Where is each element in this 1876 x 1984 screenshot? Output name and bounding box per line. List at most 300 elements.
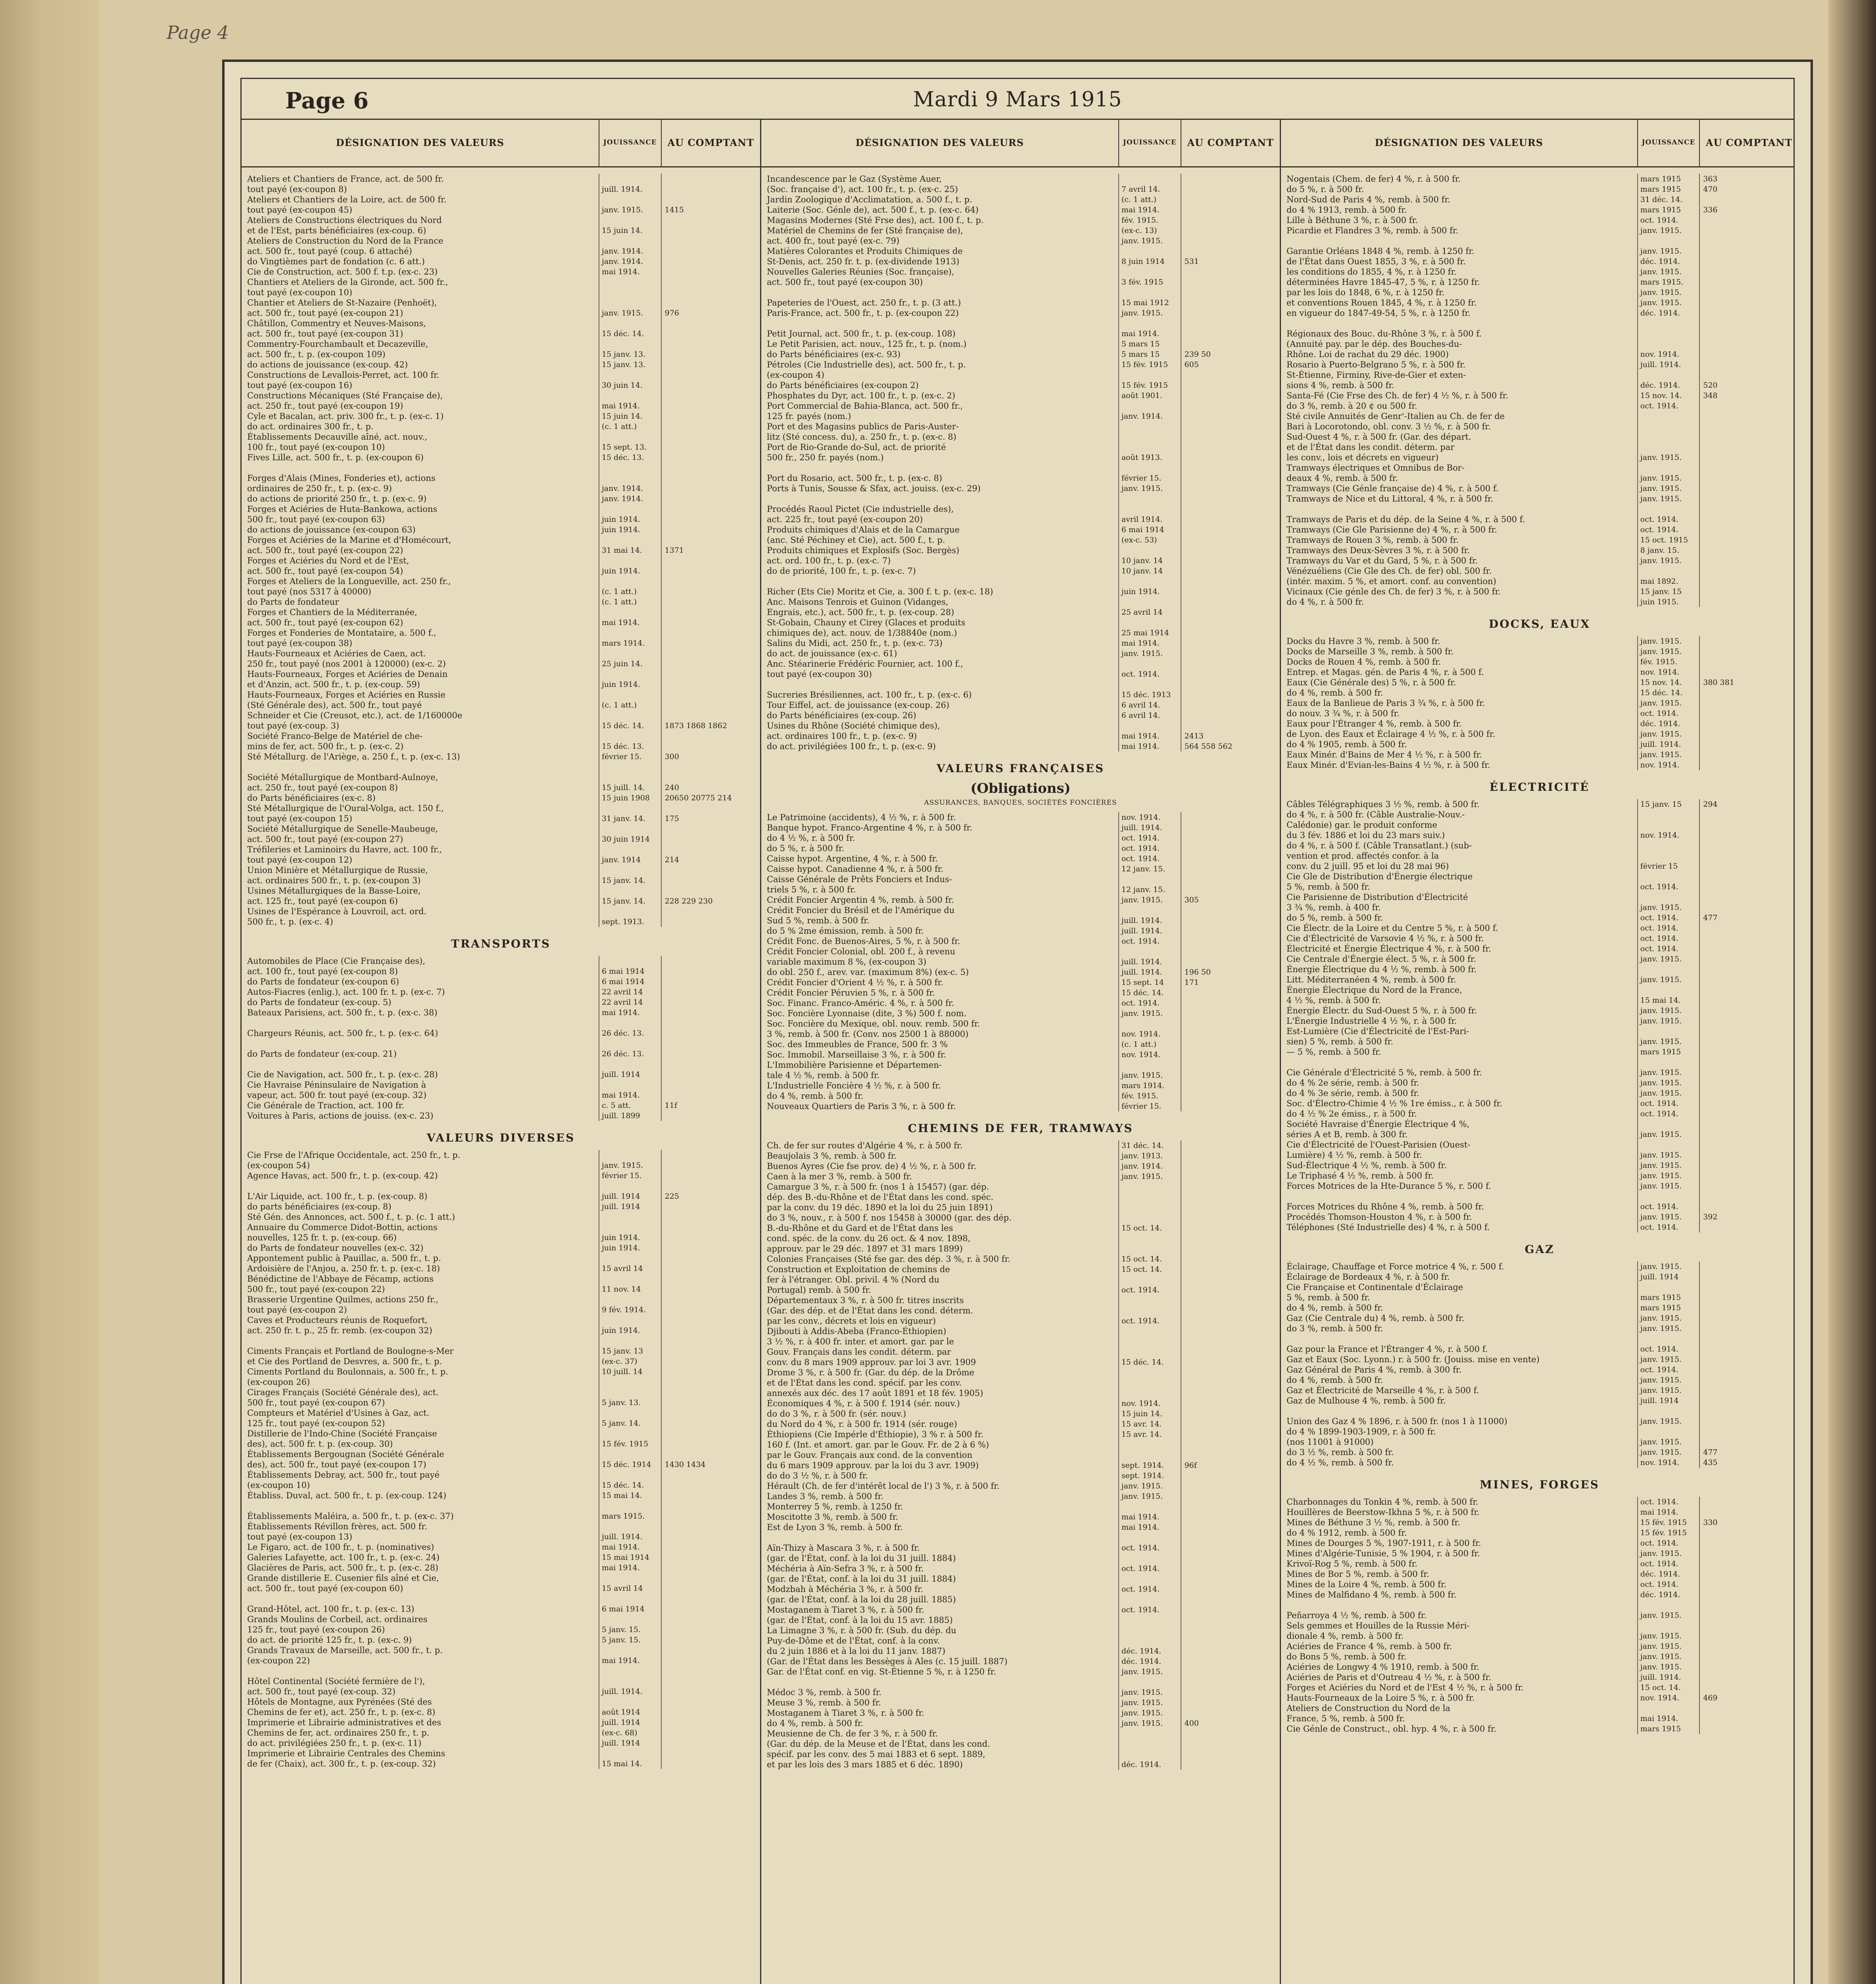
jouissance-date bbox=[1119, 1440, 1181, 1450]
cash-price bbox=[662, 997, 760, 1007]
listing-row bbox=[761, 308, 1280, 318]
security-designation: Produits chimiques d'Alais et de la Camargue bbox=[761, 525, 1119, 535]
jouissance-date: juin 1914. bbox=[1119, 586, 1181, 597]
listing-row bbox=[242, 1635, 760, 1645]
jouissance-date: oct. 1914. bbox=[1638, 1109, 1700, 1119]
cash-price bbox=[1181, 1295, 1280, 1305]
security-designation: act. 125 fr., tout payé (ex-coupon 6) bbox=[242, 896, 599, 906]
security-designation: Cyle et Bacalan, act. priv. 300 fr., t. p. (ex-c. 1) bbox=[242, 411, 599, 421]
jouissance-date bbox=[1119, 946, 1181, 957]
security-designation: Cie Générale de Traction, act. 100 fr. bbox=[242, 1100, 599, 1111]
jouissance-date: sept. 1914. bbox=[1119, 1471, 1181, 1481]
cash-price bbox=[1181, 854, 1280, 864]
security-designation: — 5 %, remb. à 500 fr. bbox=[1281, 1047, 1638, 1057]
security-designation: Tréfileries et Laminoirs du Havre, act. 100 fr., bbox=[242, 844, 599, 855]
cash-price bbox=[1181, 1605, 1280, 1615]
jouissance-date: 15 avr. 14. bbox=[1119, 1429, 1181, 1440]
cash-price bbox=[662, 966, 760, 977]
cash-price bbox=[1700, 1150, 1795, 1160]
cash-price bbox=[662, 1759, 760, 1769]
jouissance-date bbox=[1638, 1191, 1700, 1202]
cash-price: 239 50 bbox=[1184, 350, 1211, 359]
listing-row bbox=[242, 267, 760, 277]
jouissance-date: janv. 1915. bbox=[599, 308, 662, 318]
jouissance-date: janv. 1915. bbox=[1638, 225, 1700, 236]
security-designation: Grands Travaux de Marseille, act. 500 fr., t. p. bbox=[242, 1645, 599, 1655]
cash-price bbox=[1181, 812, 1280, 823]
listing-row bbox=[1281, 708, 1795, 719]
jouissance-date: 10 juill. 14 bbox=[599, 1367, 662, 1377]
security-designation: Mines de Malfidano 4 %, remb. à 500 fr. bbox=[1281, 1590, 1638, 1600]
cash-price bbox=[1700, 1129, 1795, 1140]
security-designation: (gar. de l'État, conf. à la loi du 31 juill. 1884) bbox=[761, 1574, 1119, 1584]
listing-row bbox=[761, 556, 1280, 566]
cash-price bbox=[1700, 882, 1795, 892]
listing-row bbox=[242, 225, 760, 236]
cash-price bbox=[1700, 1323, 1795, 1334]
cash-price bbox=[1700, 1497, 1795, 1507]
cash-price bbox=[1700, 1528, 1795, 1538]
listing-row bbox=[1281, 525, 1795, 535]
jouissance-date bbox=[599, 824, 662, 834]
listing-row bbox=[761, 1070, 1280, 1080]
listing-row bbox=[242, 380, 760, 390]
cash-price bbox=[1181, 1491, 1280, 1501]
cash-price bbox=[1700, 1160, 1795, 1171]
listing-row bbox=[761, 1615, 1280, 1625]
cash-price bbox=[662, 1408, 760, 1418]
cash-price bbox=[662, 1325, 760, 1336]
listing-row bbox=[242, 628, 760, 638]
cash-price bbox=[662, 1542, 760, 1552]
cash-price bbox=[662, 638, 760, 648]
listing-row bbox=[761, 843, 1280, 854]
security-designation: des), act. 500 fr., tout payé (ex-coupon 17) bbox=[242, 1459, 599, 1470]
cash-price bbox=[1181, 411, 1280, 421]
jouissance-date: 6 mai 1914 bbox=[599, 966, 662, 977]
security-designation bbox=[1281, 318, 1638, 329]
listing-row bbox=[242, 679, 760, 690]
cash-price bbox=[1181, 421, 1280, 432]
listing-row bbox=[1281, 370, 1795, 380]
security-designation: act. 500 fr., tout payé (ex-coupon 22) bbox=[242, 545, 599, 556]
jouissance-date: février 15. bbox=[599, 752, 662, 762]
listing-row bbox=[1281, 1538, 1795, 1548]
cash-price bbox=[1700, 760, 1795, 770]
listing-row bbox=[761, 1305, 1280, 1316]
cash-price bbox=[1700, 809, 1795, 820]
listing-row bbox=[1281, 840, 1795, 851]
jouissance-date: oct. 1914. bbox=[1638, 215, 1700, 225]
security-designation: St-Denis, act. 250 fr. t. p. (ex-dividende 1913) bbox=[761, 256, 1119, 267]
cash-price bbox=[1700, 923, 1795, 933]
jouissance-date bbox=[599, 1614, 662, 1624]
listing-row bbox=[242, 1090, 760, 1100]
cash-price bbox=[662, 1387, 760, 1398]
listing-row bbox=[761, 1254, 1280, 1264]
security-designation: act. ord. 100 fr., t. p. (ex-c. 7) bbox=[761, 556, 1119, 566]
jouissance-date bbox=[599, 1080, 662, 1090]
cash-price bbox=[662, 617, 760, 628]
security-designation: Constructions de Levallois-Perret, act. 100 fr. bbox=[242, 370, 599, 380]
security-designation: Camargue 3 %, r. à 500 fr. (nos 1 à 15457) (gar. dép. bbox=[761, 1182, 1119, 1192]
listing-row bbox=[1281, 923, 1795, 933]
cash-price bbox=[1700, 1119, 1795, 1129]
jouissance-date: 22 avril 14 bbox=[599, 997, 662, 1007]
listing-row bbox=[1281, 442, 1795, 452]
jouissance-date bbox=[1638, 1406, 1700, 1416]
listing-row bbox=[761, 1605, 1280, 1615]
jouissance-date bbox=[1638, 892, 1700, 902]
listing-row bbox=[761, 1667, 1280, 1677]
header-jouissance: JOUISSANCE bbox=[599, 119, 662, 166]
listing-row bbox=[761, 1295, 1280, 1305]
jouissance-date: janv. 1915. bbox=[1119, 1008, 1181, 1019]
cash-price bbox=[1181, 1244, 1280, 1254]
security-designation: Bari à Locorotondo, obl. conv. 3 ½ %, r. à 500 fr. bbox=[1281, 421, 1638, 432]
security-designation: Lille à Béthune 3 %, r. à 500 fr. bbox=[1281, 215, 1638, 225]
jouissance-date bbox=[1119, 1305, 1181, 1316]
section-spacer bbox=[761, 167, 1280, 174]
jouissance-date bbox=[1119, 1019, 1181, 1029]
cash-price bbox=[1700, 1651, 1795, 1662]
listing-row bbox=[761, 1429, 1280, 1440]
jouissance-date: nov. 1914. bbox=[1119, 1029, 1181, 1039]
security-designation: Automobiles de Place (Cie Française des), bbox=[242, 956, 599, 966]
listing-row bbox=[242, 1717, 760, 1728]
security-designation: Mines de Bor 5 %, remb. à 500 fr. bbox=[1281, 1569, 1638, 1579]
security-designation bbox=[1281, 1191, 1638, 1202]
listing-row bbox=[242, 1191, 760, 1202]
cash-price: 1873 1868 1862 bbox=[664, 721, 727, 730]
security-designation: Ports à Tunis, Sousse & Sfax, act. jouiss. (ex-c. 29) bbox=[761, 483, 1119, 494]
security-designation: 3 ½ %, r. à 400 fr. inter. et amort. gar. par le bbox=[761, 1336, 1119, 1347]
jouissance-date bbox=[1119, 287, 1181, 298]
security-designation: Aciéries de Longwy 4 % 1910, remb. à 500 fr. bbox=[1281, 1662, 1638, 1672]
security-designation: des), act. 500 fr. t. p. (ex-coup. 30) bbox=[242, 1439, 599, 1449]
cash-price bbox=[1181, 710, 1280, 721]
cash-price bbox=[1700, 1724, 1795, 1734]
security-designation: do 4 ½ %, remb. à 500 fr. bbox=[1281, 1457, 1638, 1468]
listing-row bbox=[761, 1460, 1280, 1471]
listing-row bbox=[242, 597, 760, 607]
security-designation: Hauts-Fourneaux de la Loire 5 %, r. à 500 fr. bbox=[1281, 1693, 1638, 1703]
listing-row bbox=[1281, 1292, 1795, 1303]
jouissance-date: 15 déc. 14. bbox=[599, 329, 662, 339]
security-designation: Caisse hypot. Canadienne 4 %, r. à 500 fr. bbox=[761, 864, 1119, 874]
security-designation: L'Énergie Industrielle 4 ½ %, r. à 500 fr. bbox=[1281, 1016, 1638, 1026]
cash-price bbox=[662, 824, 760, 834]
cash-price bbox=[662, 287, 760, 298]
cash-price bbox=[1181, 1501, 1280, 1512]
cash-price: 477 bbox=[1703, 1448, 1718, 1457]
cash-price bbox=[1700, 432, 1795, 442]
cash-price bbox=[1181, 246, 1280, 256]
listing-row bbox=[242, 690, 760, 700]
listing-row bbox=[242, 256, 760, 267]
security-designation: Cie de Navigation, act. 500 fr., t. p. (ex-c. 28) bbox=[242, 1069, 599, 1080]
security-designation: par le Gouv. Français aux cond. de la convention bbox=[761, 1450, 1119, 1460]
security-designation bbox=[242, 1501, 599, 1511]
listing-row bbox=[1281, 246, 1795, 256]
jouissance-date bbox=[1119, 1233, 1181, 1244]
cash-price bbox=[662, 1728, 760, 1738]
security-designation: Eaux (Cie Générale des) 5 %, r. à 500 fr. bbox=[1281, 677, 1638, 688]
security-designation: do 5 %, r. à 500 fr. bbox=[1281, 184, 1638, 194]
cash-price bbox=[662, 762, 760, 772]
security-designation: Union des Gaz 4 % 1896, r. à 500 fr. (nos 1 à 11000) bbox=[1281, 1416, 1638, 1426]
cash-price bbox=[662, 1049, 760, 1059]
cash-price bbox=[662, 1212, 760, 1222]
listing-row bbox=[761, 1718, 1280, 1728]
cash-price bbox=[1181, 1151, 1280, 1161]
cash-price bbox=[662, 225, 760, 236]
listing-row bbox=[242, 525, 760, 535]
cash-price bbox=[662, 411, 760, 421]
jouissance-date bbox=[1638, 566, 1700, 576]
jouissance-date bbox=[1119, 1388, 1181, 1398]
cash-price bbox=[662, 679, 760, 690]
cash-price bbox=[1700, 452, 1795, 463]
jouissance-date bbox=[1119, 1182, 1181, 1192]
listing-row bbox=[761, 566, 1280, 576]
listing-row bbox=[242, 287, 760, 298]
security-designation: Téléphones (Sté Industrielle des) 4 %, r. à 500 f. bbox=[1281, 1222, 1638, 1232]
security-designation: 125 fr., tout payé (ex-coupon 26) bbox=[242, 1624, 599, 1635]
jouissance-date bbox=[599, 1666, 662, 1676]
security-designation: Établissements Decauville aîné, act. nouv., bbox=[242, 432, 599, 442]
security-designation: Forces Motrices du Rhône 4 %, remb. à 500 fr. bbox=[1281, 1202, 1638, 1212]
cash-price bbox=[662, 1398, 760, 1408]
cash-price bbox=[662, 1202, 760, 1212]
cash-price bbox=[1181, 194, 1280, 205]
security-designation: Le Petit Parisien, act. nouv., 125 fr., t. p. (nom.) bbox=[761, 339, 1119, 349]
jouissance-date: mai 1914. bbox=[599, 1090, 662, 1100]
cash-price bbox=[662, 875, 760, 886]
security-designation: vapeur, act. 500 fr. tout payé (ex-coup. 32) bbox=[242, 1090, 599, 1100]
jouissance-date: nov. 1914. bbox=[1638, 1457, 1700, 1468]
security-designation: Distillerie de l'Indo-Chine (Société Française bbox=[242, 1428, 599, 1439]
jouissance-date: oct. 1914. bbox=[1638, 944, 1700, 954]
cash-price: 380 381 bbox=[1703, 678, 1734, 687]
security-designation: Tramways des Deux-Sèvres 3 %, r. à 500 fr. bbox=[1281, 545, 1638, 556]
cash-price: 294 bbox=[1703, 800, 1718, 809]
listing-row bbox=[761, 700, 1280, 710]
security-designation: vention et prod. affectés confor. à la bbox=[1281, 851, 1638, 861]
jouissance-date: janv. 1914 bbox=[599, 855, 662, 865]
jouissance-date bbox=[599, 886, 662, 896]
cash-price bbox=[1700, 256, 1795, 267]
jouissance-date bbox=[599, 1018, 662, 1028]
jouissance-date: 15 avril 14 bbox=[599, 1263, 662, 1274]
cash-price bbox=[1181, 215, 1280, 225]
security-designation: Sucreries Brésiliennes, act. 100 fr., t. p. (ex-c. 6) bbox=[761, 690, 1119, 700]
cash-price bbox=[662, 390, 760, 401]
listing-row bbox=[1281, 985, 1795, 995]
jouissance-date bbox=[1119, 1202, 1181, 1213]
security-designation: act. 500 fr., tout payé (ex-coupon 54) bbox=[242, 566, 599, 576]
listing-row bbox=[761, 287, 1280, 298]
cash-price bbox=[1181, 535, 1280, 545]
cash-price bbox=[662, 494, 760, 504]
security-designation: Soc. Foncière du Mexique, obl. nouv. remb. 500 fr. bbox=[761, 1019, 1119, 1029]
jouissance-date: (c. 1 att.) bbox=[1119, 1039, 1181, 1050]
section-title: GAZ bbox=[1525, 1243, 1555, 1256]
security-designation: Ateliers et Chantiers de France, act. de 500 fr. bbox=[242, 174, 599, 184]
security-designation: do 5 % 2me émission, remb. à 500 fr. bbox=[761, 926, 1119, 936]
listing-column-3 bbox=[1281, 119, 1795, 1984]
listing-row bbox=[1281, 267, 1795, 277]
listing-row bbox=[1281, 861, 1795, 871]
security-designation: Gar. de l'État conf. en vig. St-Étienne 5 %, r. à 1250 fr. bbox=[761, 1667, 1119, 1677]
security-designation: triels 5 %, r. à 500 fr. bbox=[761, 884, 1119, 895]
jouissance-date: oct. 1914. bbox=[1119, 1563, 1181, 1574]
jouissance-date: 6 avril 14. bbox=[1119, 710, 1181, 721]
listing-row bbox=[761, 1223, 1280, 1233]
jouissance-date: juill. 1914 bbox=[599, 1191, 662, 1202]
cash-price bbox=[1700, 494, 1795, 504]
listing-row bbox=[242, 504, 760, 514]
listing-row bbox=[761, 895, 1280, 905]
jouissance-date: nov. 1914. bbox=[1638, 1693, 1700, 1703]
listing-row bbox=[1281, 339, 1795, 349]
jouissance-date: 15 avr. 14. bbox=[1119, 1419, 1181, 1429]
listing-row bbox=[1281, 1662, 1795, 1672]
listing-row bbox=[761, 926, 1280, 936]
listing-row bbox=[242, 865, 760, 875]
jouissance-date: janv. 1914. bbox=[599, 256, 662, 267]
cash-price bbox=[662, 1439, 760, 1449]
listing-row bbox=[761, 452, 1280, 463]
cash-price bbox=[662, 1018, 760, 1028]
jouissance-date: oct. 1914. bbox=[1119, 1285, 1181, 1295]
page-frame bbox=[240, 78, 1795, 1984]
listing-row bbox=[761, 349, 1280, 360]
security-designation: Tramways du Var et du Gard, 5 %, r. à 500 fr. bbox=[1281, 556, 1638, 566]
listing-rows bbox=[242, 167, 760, 1769]
section-title: TRANSPORTS bbox=[451, 937, 551, 950]
listing-row bbox=[242, 318, 760, 329]
listing-row bbox=[242, 917, 760, 927]
jouissance-date: janv. 1915. bbox=[1638, 954, 1700, 964]
header-designation: DÉSIGNATION DES VALEURS bbox=[242, 119, 599, 166]
cash-price bbox=[1700, 995, 1795, 1005]
jouissance-date: oct. 1914. bbox=[1638, 933, 1700, 944]
listing-row bbox=[761, 1008, 1280, 1019]
listing-row bbox=[1281, 688, 1795, 698]
cash-price bbox=[1700, 646, 1795, 657]
jouissance-date bbox=[599, 298, 662, 308]
jouissance-date: nov. 1914. bbox=[1638, 830, 1700, 840]
jouissance-date bbox=[1638, 1057, 1700, 1067]
cash-price: 477 bbox=[1703, 913, 1718, 922]
listing-row bbox=[1281, 390, 1795, 401]
listing-row bbox=[242, 855, 760, 865]
security-designation: do Parts de fondateur (ex-coupon 6) bbox=[242, 977, 599, 987]
cash-price bbox=[662, 1501, 760, 1511]
jouissance-date: janv. 1915. bbox=[1638, 287, 1700, 298]
cash-price bbox=[662, 1171, 760, 1181]
security-designation: Établiss. Duval, act. 500 fr., t. p. (ex-coup. 124) bbox=[242, 1490, 599, 1501]
listing-row bbox=[242, 1748, 760, 1759]
jouissance-date: mai 1914. bbox=[1119, 329, 1181, 339]
jouissance-date: fév. 1915. bbox=[1119, 215, 1181, 225]
cash-price bbox=[1700, 985, 1795, 995]
security-designation: Cie Génle de Construct., obl. hyp. 4 %, r. à 500 fr. bbox=[1281, 1724, 1638, 1734]
cash-price bbox=[1700, 287, 1795, 298]
security-designation: Mines de Dourges 5 %, 1907-1911, r. à 500 fr. bbox=[1281, 1538, 1638, 1548]
cash-price bbox=[1181, 174, 1280, 184]
jouissance-date: 15 sept. 13. bbox=[599, 442, 662, 452]
section-subtitle: (Obligations) bbox=[970, 781, 1071, 796]
listing-row bbox=[761, 473, 1280, 483]
listing-row bbox=[1281, 1672, 1795, 1682]
listing-row bbox=[1281, 184, 1795, 194]
security-designation: 500 fr., t. p. (ex-c. 4) bbox=[242, 917, 599, 927]
security-designation: Ardoisière de l'Anjou, a. 250 fr. t. p. (ex-c. 18) bbox=[242, 1263, 599, 1274]
security-designation bbox=[761, 318, 1119, 329]
listing-row bbox=[1281, 1026, 1795, 1036]
cash-price bbox=[1700, 360, 1795, 370]
listing-row bbox=[1281, 892, 1795, 902]
security-designation: et d'Anzin, act. 500 fr., t. p. (ex-coup. 59) bbox=[242, 679, 599, 690]
security-designation: do act. privilégiées 100 fr., t. p. (ex-c. 9) bbox=[761, 741, 1119, 752]
jouissance-date: 15 oct. 14. bbox=[1119, 1223, 1181, 1233]
security-designation: ordinaires de 250 fr., t. p. (ex-c. 9) bbox=[242, 483, 599, 494]
jouissance-date bbox=[1638, 964, 1700, 975]
security-designation: spécif. par les conv. des 5 mai 1883 et 6 sept. 1889, bbox=[761, 1749, 1119, 1759]
security-designation: Chantiers et Ateliers de la Gironde, act. 500 fr., bbox=[242, 277, 599, 287]
security-designation: Drome 3 %, r. à 500 fr. (Gar. du dép. de la Drôme bbox=[761, 1367, 1119, 1378]
listing-row bbox=[761, 463, 1280, 473]
listing-row bbox=[242, 1655, 760, 1666]
cash-price bbox=[1700, 729, 1795, 739]
jouissance-date bbox=[599, 1315, 662, 1325]
jouissance-date: (c. 1 att.) bbox=[599, 421, 662, 432]
jouissance-date: janv. 1914. bbox=[599, 494, 662, 504]
security-designation: do actions de priorité 250 fr., t. p. (ex-c. 9) bbox=[242, 494, 599, 504]
security-designation: Glacières de Paris, act. 500 fr., t. p. (ex-c. 28) bbox=[242, 1563, 599, 1573]
security-designation bbox=[242, 1018, 599, 1028]
security-designation: act. 500 fr., tout payé (ex-coupon 31) bbox=[242, 329, 599, 339]
jouissance-date: janv. 1915. bbox=[1119, 1708, 1181, 1718]
jouissance-date bbox=[1638, 339, 1700, 349]
jouissance-date: 15 sept. 14 bbox=[1119, 977, 1181, 988]
jouissance-date: oct. 1914. bbox=[1638, 525, 1700, 535]
listing-row bbox=[242, 1377, 760, 1387]
cash-price bbox=[1700, 892, 1795, 902]
section-title: ÉLECTRICITÉ bbox=[1489, 781, 1590, 794]
listing-row bbox=[761, 1522, 1280, 1532]
listing-row bbox=[242, 586, 760, 597]
cash-price: 225 bbox=[664, 1192, 679, 1201]
jouissance-date: mai 1914. bbox=[599, 401, 662, 411]
cash-price bbox=[1181, 700, 1280, 710]
jouissance-date: 25 mai 1914 bbox=[1119, 628, 1181, 638]
cash-price bbox=[1700, 719, 1795, 729]
cash-price bbox=[1181, 957, 1280, 967]
cash-price bbox=[1181, 576, 1280, 586]
jouissance-date bbox=[1119, 1295, 1181, 1305]
cash-price bbox=[1181, 628, 1280, 638]
security-designation: Forges et Aciéries de la Marine et d'Homécourt, bbox=[242, 535, 599, 545]
jouissance-date: 15 janv. 13 bbox=[599, 1346, 662, 1356]
cash-price bbox=[1181, 1050, 1280, 1060]
security-designation: Hauts-Fourneaux, Forges et Aciéries de Denain bbox=[242, 669, 599, 679]
listing-row bbox=[761, 1584, 1280, 1594]
jouissance-date: janv. 1915. bbox=[1119, 648, 1181, 659]
cash-price bbox=[1181, 277, 1280, 287]
